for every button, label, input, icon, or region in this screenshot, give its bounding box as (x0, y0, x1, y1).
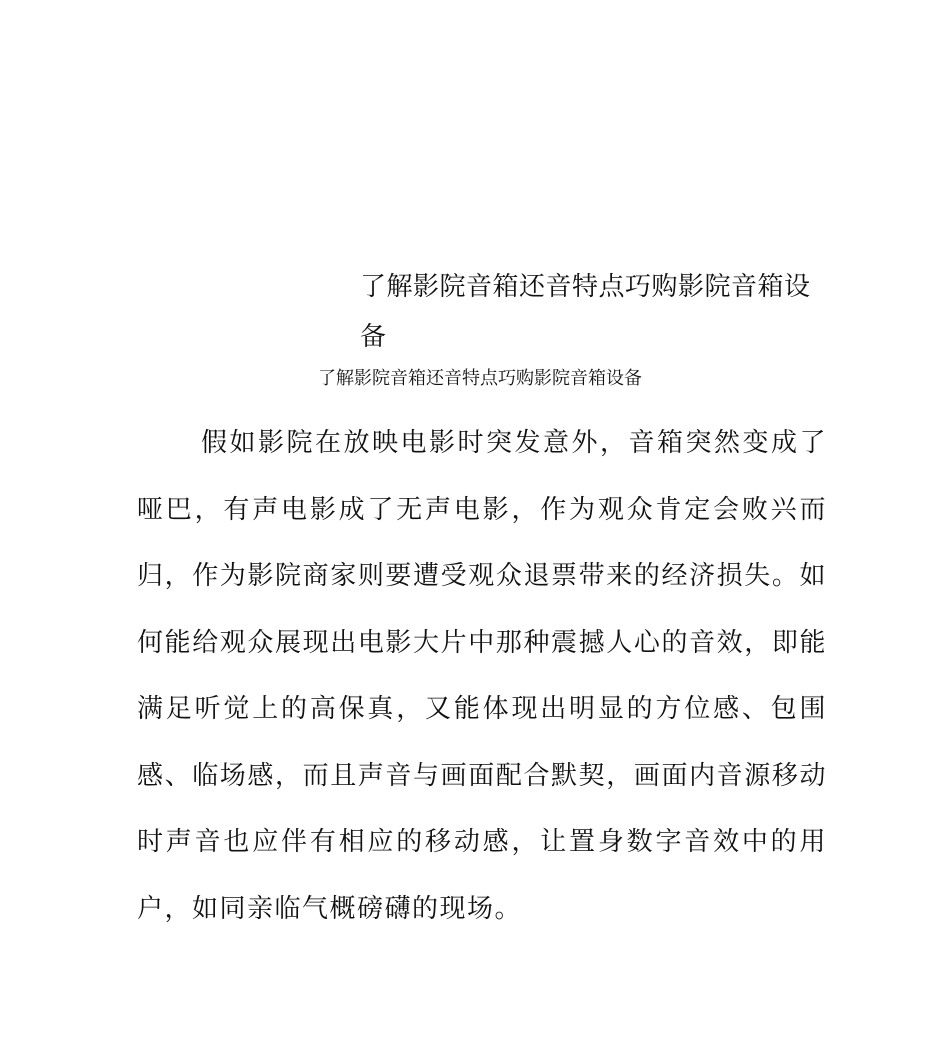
body-paragraph: 假如影院在放映电影时突发意外，音箱突然变成了哑巴，有声电影成了无声电影，作为观众肯定会败兴而归，作为影院商家则要遭受观众退票带来的经济损失。如何能给观众展现出电影大片中那种震撼人心的音效，即能满足听觉上的高保真，又能体现出明显的方位感、包围感、临场感，而且声音与画面配合默契，画面内音源移动时声音也应伴有相应的移动感，让置身数字音效中的用户，如同亲临气概磅礴的现场。 (137, 428, 827, 924)
document-subtitle: 了解影院音箱还音特点巧购影院音箱设备 (318, 368, 642, 389)
document-title: 了解影院音箱还音特点巧购影院音箱设备 (360, 272, 811, 352)
